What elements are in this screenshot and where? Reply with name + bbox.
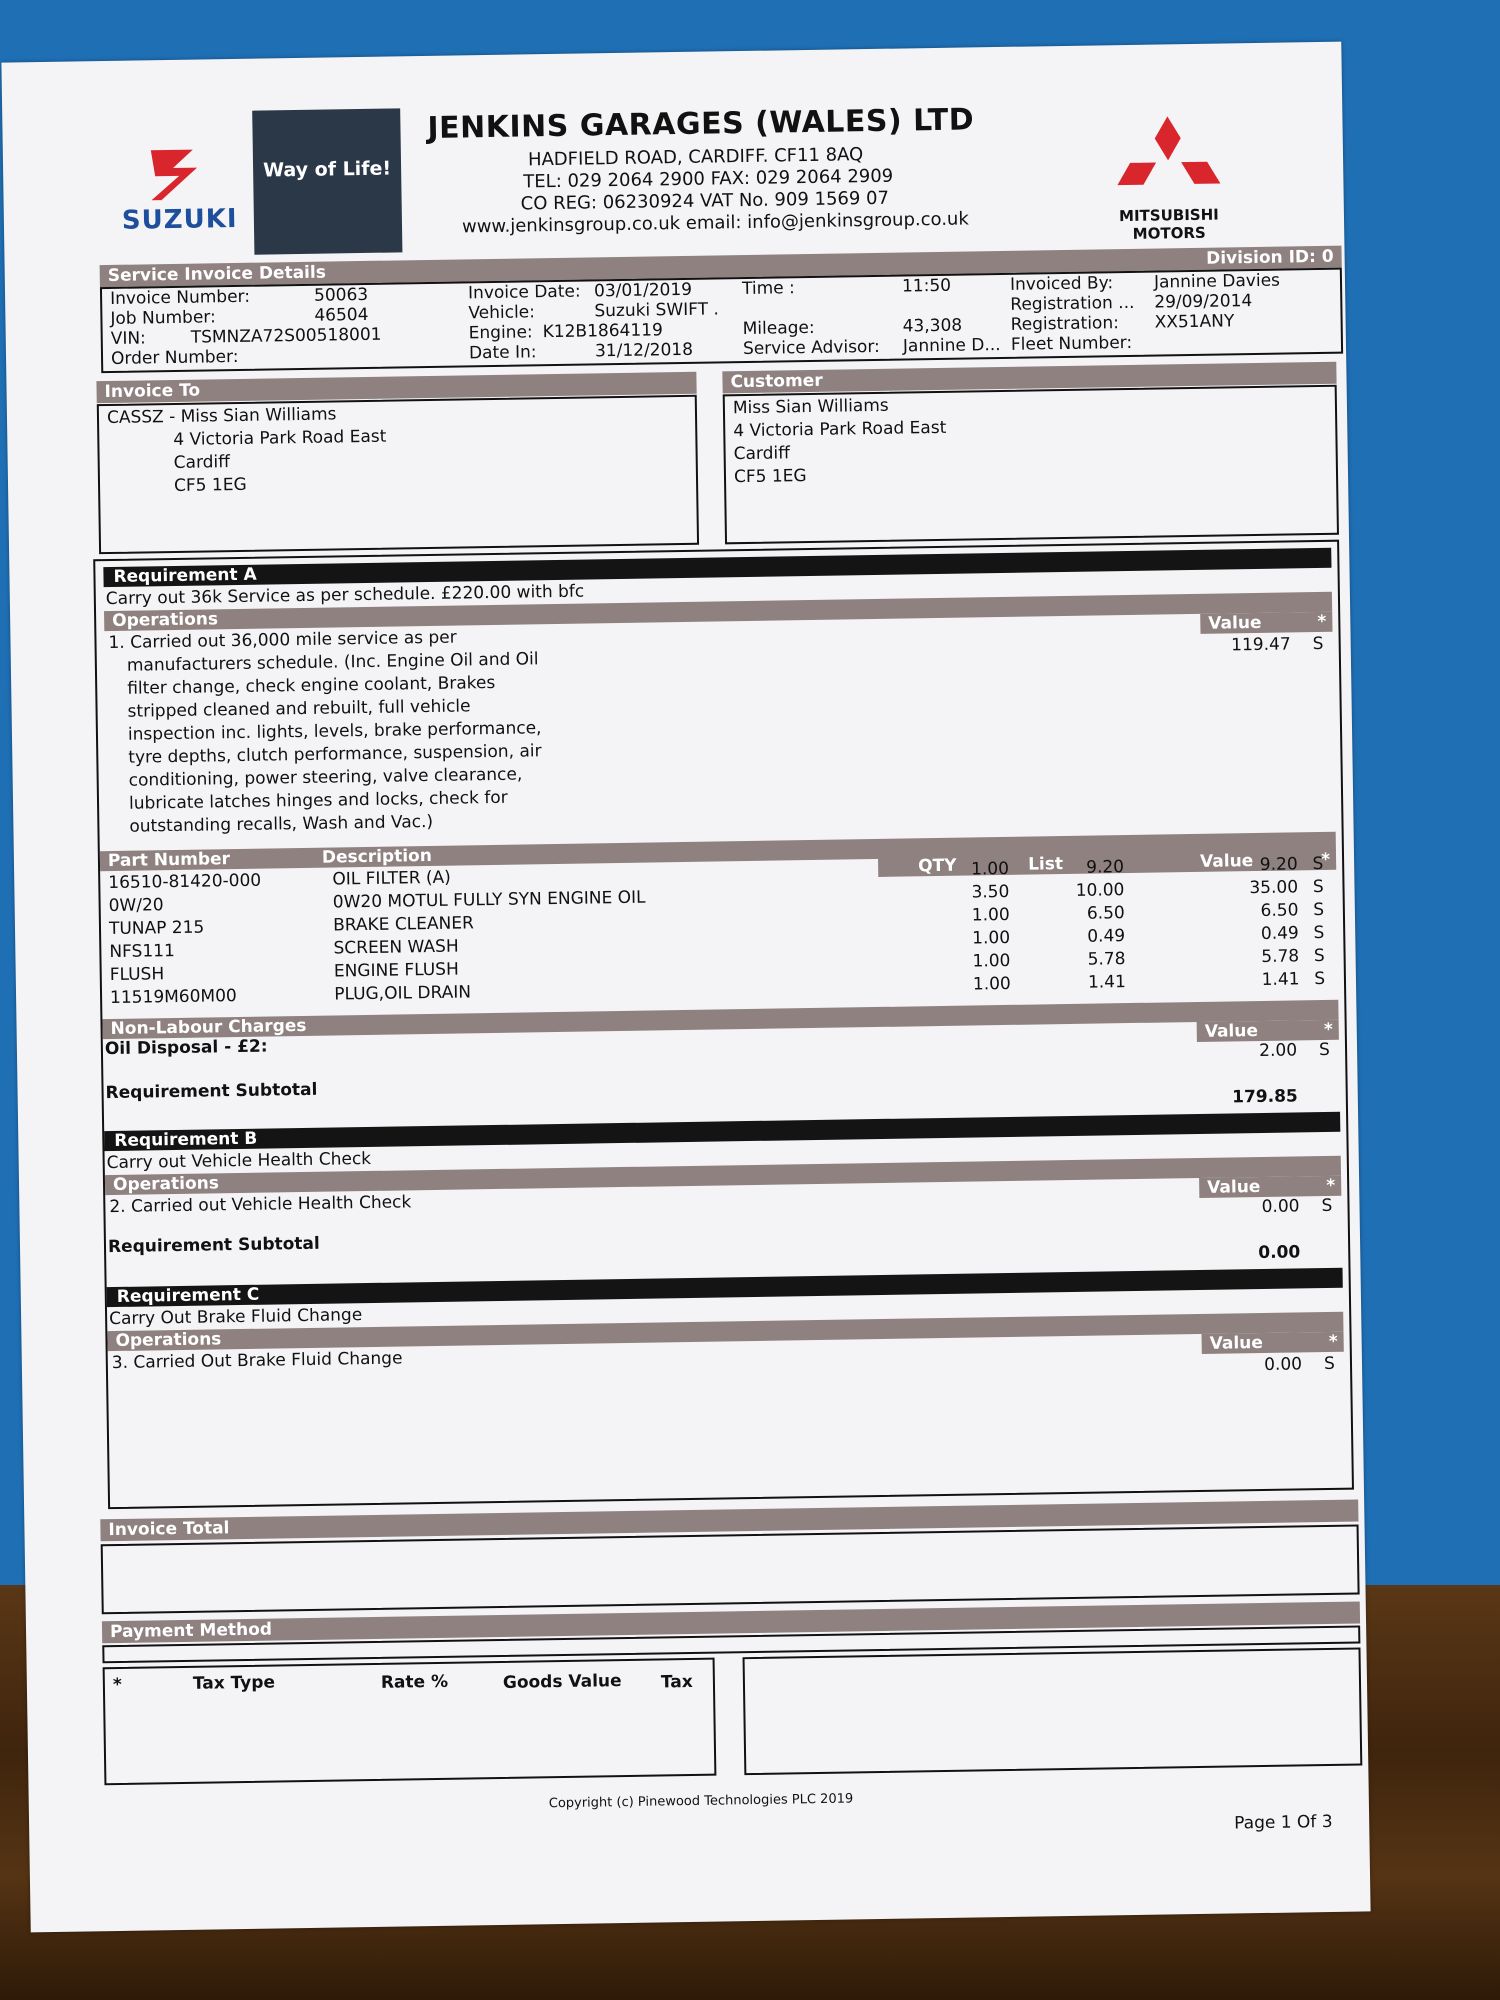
- fleet-number-label: Fleet Number:: [1010, 332, 1133, 355]
- part-description: PLUG,OIL DRAIN: [334, 981, 472, 1005]
- registration-date: 29/09/2014: [1154, 291, 1253, 313]
- tax-star: *: [112, 1674, 122, 1696]
- company-web: www.jenkinsgroup.co.uk email: info@jenkinsgroup.co.uk: [461, 208, 969, 238]
- operation-1-flag: S: [1312, 633, 1324, 655]
- part-list: 6.50: [1086, 902, 1125, 924]
- requirement-b-subtotal-label: Requirement Subtotal: [107, 1233, 320, 1258]
- requirement-b-value-header: [1199, 1176, 1341, 1198]
- time: 11:50: [901, 275, 952, 297]
- invoiced-by: Jannine Davies: [1153, 270, 1281, 293]
- invoice-to-line-4: CF5 1EG: [173, 474, 247, 496]
- operation-1-line-4: stripped cleaned and rebuilt, full vehicle: [127, 696, 471, 722]
- part-qty: 1.00: [972, 973, 1011, 994]
- part-qty: 1.00: [972, 927, 1011, 948]
- vehicle-label: Vehicle:: [468, 302, 536, 324]
- invoice-date: 03/01/2019: [593, 279, 693, 302]
- company-registration: CO REG: 06230924 VAT No. 909 1569 07: [520, 187, 890, 215]
- part-flag: S: [1312, 853, 1324, 874]
- part-qty: 1.00: [972, 950, 1011, 971]
- operation-3-flag: S: [1323, 1353, 1335, 1375]
- operation-3-value: 0.00: [1263, 1354, 1303, 1375]
- part-qty: 3.50: [971, 881, 1010, 903]
- vehicle: Suzuki SWIFT .: [594, 299, 720, 322]
- invoice-to-box: [97, 395, 699, 554]
- invoice-to-line-2: 4 Victoria Park Road East: [173, 426, 387, 450]
- part-qty: 1.00: [970, 858, 1010, 880]
- part-flag: S: [1312, 876, 1324, 897]
- suzuki-wordmark: SUZUKI: [121, 203, 238, 236]
- time-label: Time :: [741, 278, 795, 300]
- part-value: 1.41: [1261, 968, 1300, 990]
- invoice-to-header: Invoice To: [96, 372, 696, 403]
- requirement-a-value-header: [1200, 612, 1332, 634]
- payment-method-header: Payment Method: [102, 1601, 1360, 1643]
- part-description: BRAKE CLEANER: [332, 912, 474, 936]
- rate-label: Rate %: [380, 1671, 449, 1693]
- mitsubishi-wordmark-1: MITSUBISHI: [1118, 205, 1219, 226]
- part-qty: 1.00: [971, 904, 1010, 926]
- customer-header: Customer: [722, 362, 1336, 394]
- page-number: Page 1 Of 3: [1234, 1811, 1333, 1834]
- requirement-c-value-header: [1202, 1332, 1344, 1354]
- goods-value-label: Goods Value: [502, 1671, 622, 1693]
- part-list: 0.49: [1087, 925, 1126, 947]
- requirement-b-title: Requirement B: [104, 1112, 1340, 1151]
- date-in-label: Date In:: [468, 342, 537, 364]
- date-in: 31/12/2018: [594, 339, 694, 362]
- part-description: ENGINE FLUSH: [333, 959, 459, 982]
- registration: XX51ANY: [1154, 311, 1235, 333]
- job-number: 46504: [314, 304, 369, 326]
- mitsubishi-logo-icon: [1114, 113, 1221, 205]
- star-label: *: [1323, 1019, 1333, 1040]
- requirement-a-subtotal-value: 179.85: [1232, 1086, 1298, 1108]
- part-flag: S: [1313, 899, 1325, 920]
- tax-summary-box: [103, 1658, 717, 1786]
- part-flag: S: [1313, 922, 1325, 943]
- parts-col-list: List: [1027, 854, 1064, 875]
- requirement-c-operations-header: Operations: [107, 1312, 1343, 1351]
- part-description: OIL FILTER (A): [332, 867, 452, 890]
- operation-1-line-8: lubricate latches hinges and locks, check for: [128, 787, 508, 814]
- part-value: 9.20: [1259, 853, 1298, 875]
- operation-3: 3. Carried Out Brake Fluid Change: [111, 1348, 403, 1374]
- operation-1-line-3: filter change, check engine coolant, Brakes: [127, 672, 496, 699]
- value-label: Value: [1209, 1332, 1263, 1354]
- invoice-total-header: Invoice Total: [100, 1500, 1358, 1542]
- customer-box: [723, 385, 1339, 545]
- tagline-text: Way of Life!: [262, 157, 392, 182]
- requirement-b-subtotal-value: 0.00: [1258, 1242, 1301, 1264]
- parts-col-part: Part Number: [107, 849, 231, 872]
- parts-col-description: Description: [321, 845, 433, 868]
- star-label: *: [1326, 1175, 1336, 1196]
- operation-1-line-6: tyre depths, clutch performance, suspension, air: [128, 741, 542, 768]
- service-advisor-label: Service Advisor:: [742, 336, 880, 360]
- invoice-date-label: Invoice Date:: [467, 281, 581, 304]
- operation-1-line-5: inspection inc. lights, levels, brake performance,: [127, 718, 542, 745]
- vin-label: VIN:: [110, 328, 146, 349]
- invoiced-by-label: Invoiced By:: [1009, 273, 1114, 295]
- engine-label: Engine:: [468, 322, 533, 344]
- company-address: HADFIELD ROAD, CARDIFF. CF11 8AQ: [527, 144, 864, 171]
- requirement-b-operations-header: Operations: [105, 1156, 1341, 1195]
- part-flag: S: [1314, 968, 1326, 989]
- requirement-a-description: Carry out 36k Service as per schedule. £220.00 with bfc: [105, 581, 585, 610]
- parts-table: [108, 849, 1340, 1009]
- service-invoice-details-title: Service Invoice Details: [107, 262, 327, 286]
- parts-col-value: Value: [1199, 851, 1254, 872]
- customer-line-1: Miss Sian Williams: [732, 395, 889, 419]
- part-value: 6.50: [1260, 899, 1299, 921]
- company-phone: TEL: 029 2064 2900 FAX: 029 2064 2909: [523, 165, 894, 193]
- part-number: NFS111: [109, 940, 175, 962]
- invoice-number-label: Invoice Number:: [109, 286, 251, 309]
- star-label: *: [1328, 1331, 1338, 1352]
- invoice-number: 50063: [313, 284, 369, 306]
- requirement-b-description: Carry out Vehicle Health Check: [106, 1148, 372, 1174]
- parts-col-qty: QTY: [917, 855, 957, 877]
- star-label: *: [1317, 611, 1327, 633]
- operation-2: 2. Carried out Vehicle Health Check: [109, 1192, 412, 1218]
- part-number: TUNAP 215: [108, 917, 205, 939]
- value-label: Value: [1204, 1021, 1259, 1042]
- requirement-c-description: Carry Out Brake Fluid Change: [108, 1305, 363, 1330]
- tagline-badge: [252, 108, 402, 254]
- customer-line-2: 4 Victoria Park Road East: [733, 417, 947, 442]
- part-flag: S: [1313, 945, 1325, 966]
- part-number: 0W/20: [108, 894, 164, 916]
- division-id: Division ID: 0: [1205, 246, 1334, 269]
- operation-1-line-2: manufacturers schedule. (Inc. Engine Oil and Oil: [126, 649, 539, 676]
- operation-1-line-7: conditioning, power steering, valve clearance,: [128, 764, 523, 791]
- part-description: 0W20 MOTUL FULLY SYN ENGINE OIL: [332, 887, 646, 913]
- invoice-to-line-1: CASSZ - Miss Sian Williams: [106, 404, 337, 429]
- part-list: 5.78: [1087, 948, 1126, 970]
- invoice-to-line-3: Cardiff: [173, 452, 231, 473]
- operation-1-value: 119.47: [1231, 634, 1291, 656]
- engine: K12B1864119: [542, 320, 663, 343]
- mileage-label: Mileage:: [742, 317, 815, 340]
- invoice-page: [1, 42, 1370, 1933]
- requirement-c-title: Requirement C: [107, 1268, 1343, 1307]
- tax-label: Tax: [660, 1671, 693, 1693]
- requirement-a-title: Requirement A: [103, 548, 1331, 587]
- non-labour-header: Non-Labour Charges: [102, 1000, 1338, 1039]
- parts-col-star: *: [1321, 849, 1331, 871]
- tax-type-label: Tax Type: [192, 1672, 276, 1694]
- mileage: 43,308: [902, 315, 963, 337]
- service-advisor: Jannine D...: [902, 334, 1001, 357]
- order-number-label: Order Number:: [110, 346, 239, 369]
- part-value: 0.49: [1260, 922, 1299, 944]
- registration-date-label: Registration ...: [1010, 292, 1135, 315]
- requirement-a-subtotal-label: Requirement Subtotal: [105, 1079, 318, 1104]
- oil-disposal-flag: S: [1318, 1039, 1331, 1061]
- vin: TSMNZA72S00518001: [190, 324, 382, 348]
- part-value: 35.00: [1249, 876, 1299, 898]
- customer-line-4: CF5 1EG: [733, 466, 807, 488]
- payment-details-box: [743, 1647, 1363, 1775]
- registration-label: Registration:: [1010, 313, 1120, 335]
- part-description: SCREEN WASH: [333, 936, 459, 959]
- operation-2-value: 0.00: [1261, 1196, 1300, 1217]
- part-number: 11519M60M00: [109, 985, 237, 1008]
- part-list: 9.20: [1086, 856, 1125, 878]
- part-number: FLUSH: [109, 963, 165, 985]
- operation-1-line-1: 1. Carried out 36,000 mile service as per: [108, 627, 457, 654]
- service-invoice-details-box: [100, 268, 1343, 373]
- value-label: Value: [1208, 612, 1262, 634]
- part-list: 1.41: [1087, 971, 1127, 993]
- company-name: JENKINS GARAGES (WALES) LTD: [427, 102, 975, 146]
- non-labour-value-header: [1197, 1020, 1339, 1042]
- part-list: 10.00: [1075, 879, 1125, 901]
- requirement-a-operations-header: Operations: [104, 592, 1332, 631]
- operation-2-flag: S: [1321, 1195, 1333, 1217]
- job-number-label: Job Number:: [110, 307, 216, 329]
- part-number: 16510-81420-000: [108, 870, 262, 893]
- operation-1-line-9: outstanding recalls, Wash and Vac.): [129, 811, 434, 837]
- part-value: 5.78: [1261, 945, 1300, 967]
- oil-disposal-value: 2.00: [1259, 1040, 1298, 1062]
- copyright: Copyright (c) Pinewood Technologies PLC 2019: [548, 1791, 854, 1812]
- customer-line-3: Cardiff: [733, 443, 791, 465]
- oil-disposal-item: Oil Disposal - £2:: [104, 1036, 268, 1060]
- mitsubishi-wordmark-2: MOTORS: [1132, 223, 1206, 243]
- value-label: Value: [1207, 1177, 1261, 1198]
